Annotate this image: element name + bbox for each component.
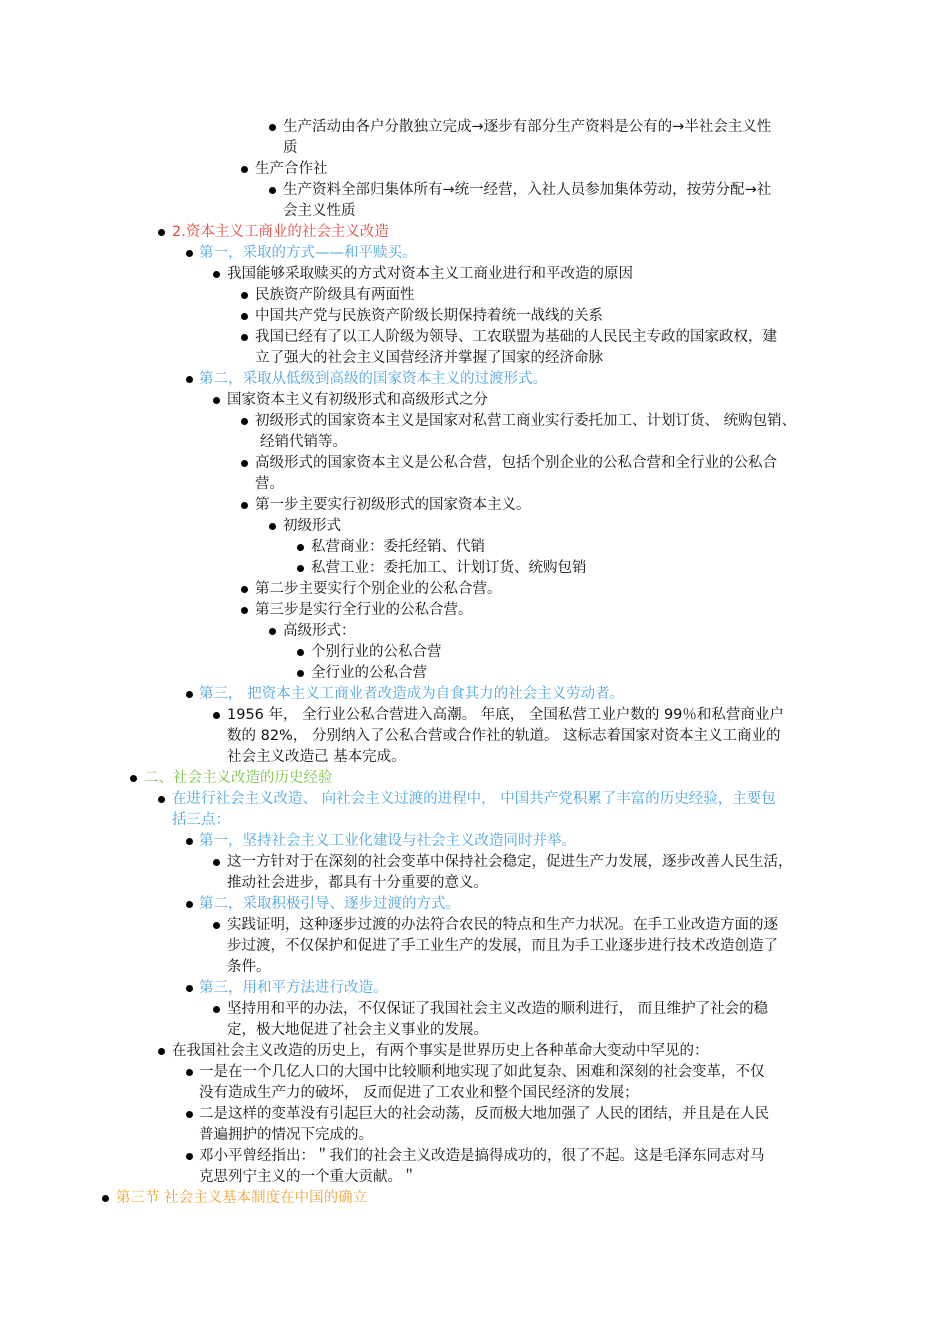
subsection-heading: 第二，采取从低级到高级的国家资本主义的过渡形式。: [199, 371, 547, 387]
bullet: [297, 649, 304, 656]
list-item-text: 1956 年， 全行业公私合营进入高潮。 年底， 全国私营工业户数的 99％和私营商业户: [227, 707, 784, 723]
bullet: [297, 544, 304, 551]
chapter-heading: 第三节 社会主义基本制度在中国的确立: [116, 1190, 368, 1206]
bullet: [213, 859, 220, 866]
bullet: [130, 775, 137, 782]
list-item-text: 高级形式的国家资本主义是公私合营，包括个别企业的公私合营和全行业的公私合: [255, 455, 777, 471]
list-item-text: 初级形式的国家资本主义是国家对私营工商业实行委托加工、计划订货、 统购包销、: [255, 413, 797, 429]
bullet: [186, 1153, 193, 1160]
list-item-text: 生产合作社: [255, 161, 328, 177]
subsection-heading: 在进行社会主义改造、 向社会主义过渡的进程中， 中国共产党积累了丰富的历史经验，主要包: [172, 791, 776, 807]
subsection-heading: 第二，采取积极引导、逐步过渡的方式。: [199, 896, 460, 912]
list-item-text: 克思列宁主义的一个重大贡献。＂: [199, 1169, 417, 1185]
bullet: [269, 628, 276, 635]
bullet: [213, 397, 220, 404]
list-item-text: 立了强大的社会主义国营经济并掌握了国家的经济命脉: [255, 350, 603, 366]
list-item-text: 数的 82%， 分别纳入了公私合营或合作社的轨道。 这标志着国家对资本主义工商业的: [227, 728, 781, 744]
section-heading: 2.资本主义工商业的社会主义改造: [172, 224, 389, 240]
list-item-text: 个别行业的公私合营: [311, 644, 442, 660]
bullet: [102, 1195, 109, 1202]
list-item-text: 第一步主要实行初级形式的国家资本主义。: [255, 497, 531, 513]
bullet: [269, 187, 276, 194]
bullet: [186, 985, 193, 992]
list-item-text: 质: [283, 140, 298, 156]
bullet: [241, 166, 248, 173]
list-item-text: 这一方针对于在深刻的社会变革中保持社会稳定，促进生产力发展，逐步改善人民生活，: [227, 854, 793, 870]
list-item-text: 营。: [255, 476, 284, 492]
list-item-text: 一是在一个几亿人口的大国中比较顺利地实现了如此复杂、困难和深刻的社会变革，不仅: [199, 1064, 765, 1080]
list-item-text: 没有造成生产力的破坏， 反而促进了工农业和整个国民经济的发展；: [199, 1085, 639, 1101]
bullet: [213, 271, 220, 278]
bullet: [186, 838, 193, 845]
list-item-text: 在我国社会主义改造的历史上，有两个事实是世界历史上各种革命大变动中罕见的：: [172, 1043, 709, 1059]
list-item-text: 实践证明，这种逐步过渡的办法符合农民的特点和生产力状况。在手工业改造方面的逐: [227, 917, 778, 933]
list-item-text: 会主义性质: [283, 203, 356, 219]
bullet: [158, 796, 165, 803]
list-item-text: 经销代销等。: [260, 434, 347, 450]
bullet: [186, 691, 193, 698]
list-item-text: 中国共产党与民族资产阶级长期保持着统一战线的关系: [255, 308, 603, 324]
bullet: [213, 922, 220, 929]
bullet: [158, 229, 165, 236]
list-item-text: 定，极大地促进了社会主义事业的发展。: [227, 1022, 488, 1038]
bullet: [186, 1111, 193, 1118]
list-item-text: 国家资本主义有初级形式和高级形式之分: [227, 392, 488, 408]
list-item-text: 步过渡，不仅保护和促进了手工业生产的发展，而且为手工业逐步进行技术改造创造了: [227, 938, 778, 954]
bullet: [241, 460, 248, 467]
list-item-text: 条件。: [227, 959, 271, 975]
list-item-text: 高级形式：: [283, 623, 356, 639]
list-item-text: 社会主义改造己 基本完成。: [227, 749, 406, 765]
list-item-text: 第三步是实行全行业的公私合营。: [255, 602, 473, 618]
list-item-text: 民族资产阶级具有两面性: [255, 287, 415, 303]
list-item-text: 私营工业：委托加工、计划订货、统购包销: [311, 560, 587, 576]
subsection-heading: 第一，坚持社会主义工业化建设与社会主义改造同时并举。: [199, 833, 576, 849]
list-item-text: 生产活动由各户分散独立完成→逐步有部分生产资料是公有的→半社会主义性: [283, 119, 772, 135]
bullet: [297, 670, 304, 677]
list-item-text: 第二步主要实行个别企业的公私合营。: [255, 581, 502, 597]
bullet: [241, 418, 248, 425]
bullet: [297, 565, 304, 572]
list-item-text: 我国能够采取赎买的方式对资本主义工商业进行和平改造的原因: [227, 266, 633, 282]
bullet: [186, 376, 193, 383]
bullet: [241, 586, 248, 593]
bullet: [186, 250, 193, 257]
bullet: [213, 712, 220, 719]
bullet: [186, 901, 193, 908]
bullet: [269, 124, 276, 131]
subsection-heading: 第三， 把资本主义工商业者改造成为自食其力的社会主义劳动者。: [199, 686, 625, 702]
list-item-text: 我国已经有了以工人阶级为领导、工农联盟为基础的人民民主专政的国家政权，建: [255, 329, 777, 345]
bullet: [269, 523, 276, 530]
list-item-text: 二是这样的变革没有引起巨大的社会动荡，反而极大地加强了 人民的团结，并且是在人民: [199, 1106, 770, 1122]
bullet: [241, 313, 248, 320]
list-item-text: 全行业的公私合营: [311, 665, 427, 681]
bullet: [158, 1048, 165, 1055]
subsection-heading: 第一，采取的方式——和平赎买。: [199, 245, 417, 261]
subsection-heading: 第三，用和平方法进行改造。: [199, 980, 388, 996]
list-item-text: 生产资料全部归集体所有→统一经营，入社人员参加集体劳动，按劳分配→社: [283, 182, 772, 198]
bullet: [213, 1006, 220, 1013]
list-item-text: 坚持用和平的办法，不仅保证了我国社会主义改造的顺利进行， 而且维护了社会的稳: [227, 1001, 769, 1017]
list-item-text: 普遍拥护的情况下完成的。: [199, 1127, 373, 1143]
bullet: [186, 1069, 193, 1076]
list-item-text: 私营商业：委托经销、代销: [311, 539, 485, 555]
list-item-text: 推动社会进步，都具有十分重要的意义。: [227, 875, 488, 891]
list-item-text: 初级形式: [283, 518, 341, 534]
list-item-text: 邓小平曾经指出：＂我们的社会主义改造是搞得成功的，很了不起。这是毛泽东同志对马: [199, 1148, 765, 1164]
subsection-heading: 括三点：: [172, 812, 230, 828]
bullet: [241, 607, 248, 614]
bullet: [241, 292, 248, 299]
bullet: [241, 334, 248, 341]
section-heading: 二、社会主义改造的历史经验: [144, 770, 333, 786]
bullet: [241, 502, 248, 509]
